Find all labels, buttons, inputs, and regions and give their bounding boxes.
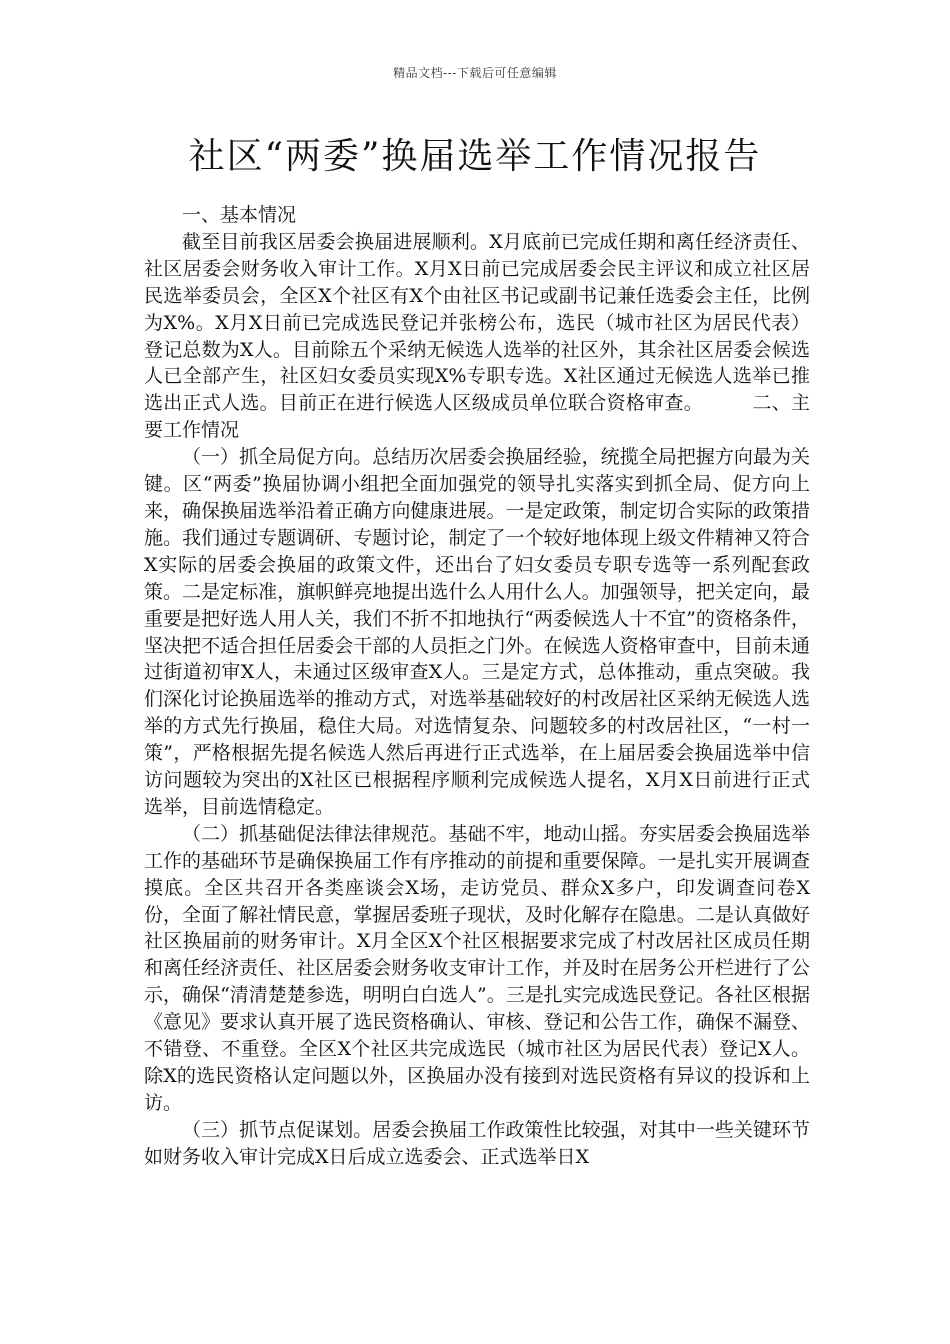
section-heading-basic: 一、基本情况 [182,204,297,226]
paragraph-basic-situation [144,229,810,444]
paragraph-key-nodes: （三）抓节点促谋划。居委会换届工作政策性比较强，对其中一些关键环节如财务收入审计完成X日后成立选委会、正式选举日X [144,1118,810,1168]
document-body [144,202,810,1171]
paragraph-foundation: （二）抓基础促法律法律规范。基础不牢，地动山摇。夯实居委会换届选举工作的基础环节是确保换届工作有序推动的前提和重要保障。一是扎实开展调查摸底。全区共召开各类座谈会X场，走访党员、群众X多户，印发调查问卷X份，全面了解社情民意，掌握居委班子现状，及时化解存在隐患。二是认真做好社区换届前的财务审计。X月全区X个社区根据要求完成了村改居社区成员任期和离任经济责任、社区居委会财务收支审计工作，并及时在居务公开栏进行了公示，确保“清清楚楚参选，明明白白选人”。三是扎实完成选民登记。各社区根据《意见》要求认真开展了选民资格确认、审核、登记和公告工作，确保不漏登、不错登、不重登。全区X个社区共完成选民（城市社区为居民代表）登记X人。除X的选民资格认定问题以外，区换届办没有接到对选民资格有异议的投诉和上访。 [144,822,810,1114]
paragraph-overall-direction: （一）抓全局促方向。总结历次居委会换届经验，统揽全局把握方向最为关键。区“两委”换届协调小组把全面加强党的领导扎实落实到抓全局、促方向上来，确保换届选举沿着正确方向健康进展。一是定政策，制定切合实际的政策措施。我们通过专题调研、专题讨论，制定了一个较好地体现上级文件精神又符合X实际的居委会换届的政策文件，还出台了妇女委员专职专选等一系列配套政策。二是定标准，旗帜鲜亮地提出选什么人用什么人。加强领导，把关定向，最重要是把好选人用人关，我们不折不扣地执行“两委候选人十不宜”的资格条件，坚决把不适合担任居委会干部的人员拒之门外。在候选人资格审查中，目前未通过街道初审X人，未通过区级审查X人。三是定方式，总体推动，重点突破。我们深化讨论换届选举的推动方式，对选举基础较好的村改居社区采纳无候选人选举的方式先行换届，稳住大局。对选情复杂、问题较多的村改居社区，“一村一策”，严格根据先提名候选人然后再进行正式选举，在上届居委会换届选举中信访问题较为突出的X社区已根据程序顺利完成候选人提名，X月X日前进行正式选举，目前选情稳定。 [144,446,810,818]
document-title: 社区“两委”换届选举工作情况报告 [188,136,762,177]
section-heading-main-work: 二、主要工作情况 [144,392,810,442]
header-note: 精品文档---下载后可任意编辑 [393,66,557,80]
paragraph-basic-text: 截至目前我区居委会换届进展顺利。X月底前已完成任期和离任经济责任、社区居委会财务收入审计工作。X月X日前已完成居委会民主评议和成立社区居民选举委员会，全区X个社区有X个由社区书记或副书记兼任选委会主任，比例为X%。X月X日前已完成选民登记并张榜公布，选民（城市社区为居民代表）登记总数为X人。目前除五个采纳无候选人选举的社区外，其余社区居委会候选人已全部产生，社区妇女委员实现X%专职专选。X社区通过无候选人选举已推选出正式人选。目前正在进行候选人区级成员单位联合资格审查。 [144,230,810,415]
